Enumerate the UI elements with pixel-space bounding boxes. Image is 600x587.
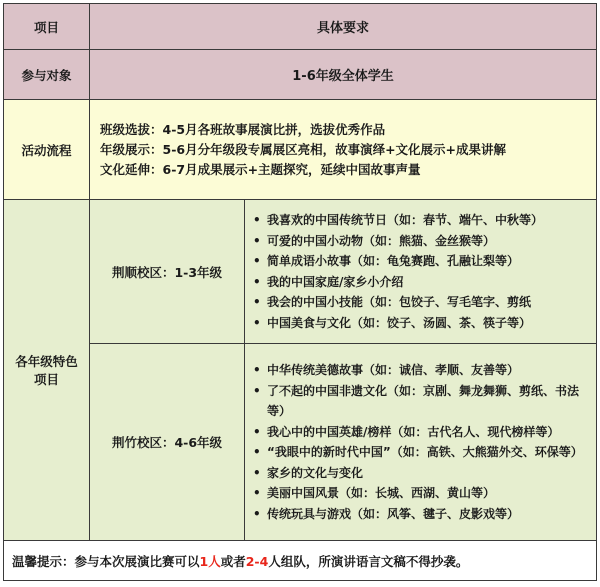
list-item: • 了不起的中国非遗文化（如：京剧、舞龙舞狮、剪纸、书法等）: [253, 381, 592, 422]
tip-prefix: 温馨提示：参与本次展演比赛可以: [12, 553, 200, 569]
list-item: • 我会的中国小技能（如：包饺子、写毛笔字、剪纸: [253, 292, 592, 313]
list-item: • 中国美食与文化（如：饺子、汤圆、茶、筷子等）: [253, 313, 592, 334]
tip-row: [4, 541, 597, 581]
list-item: • 我的中国家庭/家乡小介绍: [253, 272, 592, 293]
header-requirements: 具体要求: [90, 4, 597, 50]
campus2-row: [4, 344, 597, 541]
list-item: • 家乡的文化与变化: [253, 463, 592, 484]
bullet-icon: •: [253, 506, 261, 521]
list-item: • 美丽中国风景（如：长城、西湖、黄山等）: [253, 483, 592, 504]
list-item: • 传统玩具与游戏（如：风筝、毽子、皮影戏等）: [253, 504, 592, 525]
campus1-row: [4, 200, 597, 344]
bullet-icon: •: [253, 465, 261, 480]
header-item: 项目: [4, 4, 90, 50]
process-content: [90, 100, 597, 200]
campus2-name: 荆竹校区：4-6年级: [90, 344, 245, 541]
bullet-icon: •: [253, 383, 261, 398]
participants-label: 参与对象: [4, 50, 90, 100]
process-line: 班级选拔：4-5月各班故事展演比拼，选拔优秀作品: [100, 121, 386, 137]
process-line: 年级展示：5-6月分年级段专属展区亮相，故事演绎+文化展示+成果讲解: [100, 141, 507, 157]
list-item: • 我喜欢的中国传统节日（如：春节、端午、中秋等）: [253, 210, 592, 231]
tip-option-two: 2-4: [245, 553, 269, 569]
requirements-table: [3, 3, 597, 581]
activity-requirements-document: [3, 3, 596, 583]
bullet-icon: •: [253, 315, 261, 330]
table-header-row: [4, 4, 597, 50]
features-label: 各年级特色项目: [4, 200, 90, 541]
tip-option-one: 1人: [199, 553, 221, 569]
bullet-icon: •: [253, 213, 261, 227]
bullet-icon: •: [253, 424, 261, 439]
tip-middle: 或者: [220, 553, 246, 569]
process-row: [4, 100, 597, 200]
bullet-icon: •: [253, 274, 261, 289]
list-item: • 中华传统美德故事（如：诚信、孝顺、友善等）: [253, 360, 592, 381]
participants-value: 1-6年级全体学生: [90, 50, 597, 100]
campus1-name: 荆顺校区：1-3年级: [90, 200, 245, 344]
participants-row: [4, 50, 597, 100]
tip-note: [4, 541, 597, 581]
list-item: • 简单成语小故事（如：龟兔赛跑、孔融让梨等）: [253, 251, 592, 272]
bullet-icon: •: [253, 363, 261, 377]
process-label: 活动流程: [4, 100, 90, 200]
bullet-icon: •: [253, 254, 261, 268]
campus1-items: [245, 200, 597, 344]
bullet-icon: •: [253, 233, 261, 248]
list-item: • 我心中的中国英雄/榜样（如：古代名人、现代榜样等）: [253, 422, 592, 443]
list-item: • “我眼中的新时代中国”（如：高铁、大熊猫外交、环保等）: [253, 442, 592, 463]
process-line: 文化延伸：6-7月成果展示+主题探究，延续中国故事声量: [100, 161, 421, 177]
bullet-icon: •: [253, 486, 261, 500]
campus2-items: [245, 344, 597, 541]
list-item: • 可爱的中国小动物（如：熊猫、金丝猴等）: [253, 231, 592, 252]
bullet-icon: •: [253, 295, 261, 309]
bullet-icon: •: [253, 445, 261, 459]
tip-suffix: 人组队，所演讲语言文稿不得抄袭。: [268, 553, 469, 569]
